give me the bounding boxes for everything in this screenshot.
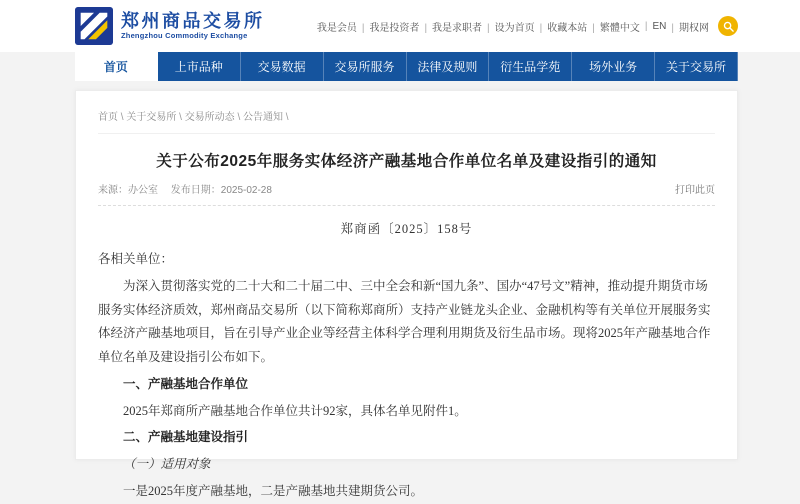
zce-logo-icon — [75, 7, 113, 45]
article-paragraph: 一是2025年度产融基地，二是产融基地共建期货公司。 — [123, 483, 424, 498]
nav-tab[interactable]: 场外业务 — [572, 52, 655, 81]
logo-text — [121, 11, 265, 40]
main-nav — [75, 52, 738, 81]
breadcrumb-item[interactable]: 公告通知 \ — [243, 112, 289, 123]
article-paragraph: 2025年郑商所产融基地合作单位共计92家，具体名单见附件1。 — [123, 403, 467, 418]
article-paragraph: （一）适用对象 — [123, 457, 211, 471]
nav-tab[interactable]: 首页 — [75, 52, 158, 81]
article-paragraph: 各相关单位： — [98, 252, 174, 266]
utility-link[interactable]: | 我是求职者 — [419, 19, 482, 34]
article-paragraph: 为深入贯彻落实党的二十大和二十届二中、三中全会和新“国九条”、国办“47号文”精神，推动提升期货市场服务实体经济质效，郑州商品交易所（以下简称郑商所）支持产业链龙头企业、金融机构等有关单位开展服务实体经济产融基地项目，旨在引导产业企业等经营主体科学合理利用期货及衍生品市场。现将2025年产融基地合作单位名单及建设指引公布如下。 — [98, 278, 711, 364]
main-area — [0, 81, 800, 498]
nav-tab[interactable]: 衍生品学苑 — [489, 52, 572, 81]
article-date: 发布日期：2025-02-28 — [170, 185, 272, 196]
utility-link[interactable]: | EN — [640, 21, 667, 32]
nav-tab[interactable]: 交易所服务 — [324, 52, 407, 81]
utility-links — [317, 16, 738, 36]
utility-link[interactable]: | 设为首页 — [482, 19, 535, 34]
breadcrumb-item[interactable]: 首页 \ — [98, 112, 126, 123]
nav-tab[interactable]: 交易数据 — [241, 52, 324, 81]
nav-tab[interactable]: 法律及规则 — [407, 52, 490, 81]
article-paragraph: 一、产融基地合作单位 — [123, 376, 249, 391]
breadcrumb-item[interactable]: 交易所动态 \ — [185, 112, 243, 123]
page-title: 关于公布2025年服务实体经济产融基地合作单位名单及建设指引的通知 — [156, 153, 657, 170]
content-card — [75, 90, 738, 498]
utility-link[interactable]: | 繁體中文 — [587, 19, 640, 34]
nav-tab[interactable]: 上市品种 — [158, 52, 241, 81]
article-source: 来源：办公室 — [98, 185, 158, 196]
search-icon — [723, 21, 734, 32]
logo-title-cn: 郑州商品交易所 — [121, 11, 265, 32]
search-button[interactable] — [718, 16, 738, 36]
article-meta — [98, 181, 282, 196]
utility-link[interactable]: 我是会员 — [316, 22, 357, 34]
print-link[interactable]: 打印此页 — [675, 185, 715, 196]
utility-link[interactable]: | 收藏本站 — [535, 19, 588, 34]
article-paragraph: 二、产融基地建设指引 — [123, 430, 249, 445]
utility-link[interactable]: | 期权网 — [666, 19, 709, 34]
site-logo[interactable] — [75, 7, 265, 45]
document-number: 郑商函〔2025〕158号 — [340, 222, 473, 236]
breadcrumb-item[interactable]: 关于交易所 \ — [126, 112, 184, 123]
top-header — [0, 0, 800, 52]
logo-subtitle-en: Zhengzhou Commodity Exchange — [121, 31, 248, 41]
breadcrumb — [98, 91, 715, 134]
utility-link[interactable]: | 我是投资者 — [357, 19, 420, 34]
article-meta-row — [98, 181, 715, 206]
nav-tab[interactable]: 关于交易所 — [655, 52, 738, 81]
article-body — [98, 248, 715, 504]
